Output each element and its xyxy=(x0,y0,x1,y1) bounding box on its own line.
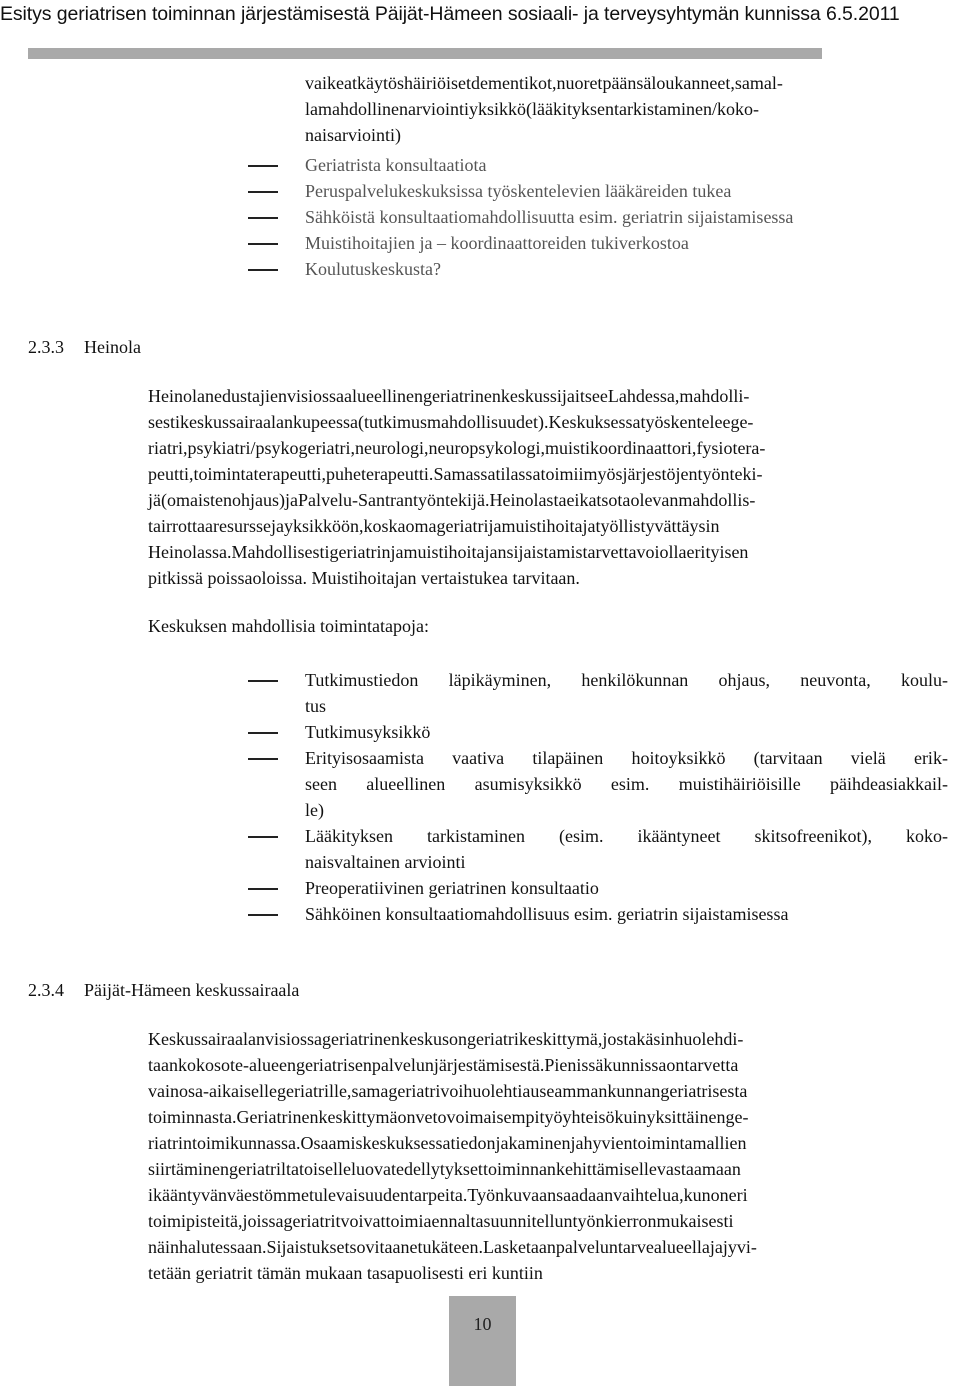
document-header-title: Esitys geriatrisen toiminnan järjestämisestä Päijät-Hämeen sosiaali- ja terveysyhtymän kunnissa 6.5.2011 xyxy=(0,3,900,25)
header-divider-bar xyxy=(28,48,822,59)
list-item: Geriatrista konsultaatiota xyxy=(248,152,948,178)
dash-bullet xyxy=(248,914,278,916)
top-dash-list xyxy=(248,152,948,282)
dash-bullet xyxy=(248,732,278,734)
intro-line: lamahdollinenarviointiyksikkö(lääkityksentarkistaminen/koko- xyxy=(305,99,759,119)
dash-bullet xyxy=(248,217,278,219)
intro-line: vaikeatkäytöshäiriöisetdementikot,nuoretpäänsäloukanneet,samal- xyxy=(305,73,783,93)
list-item: Muistihoitajien ja – koordinaattoreiden tukiverkostoa xyxy=(248,230,948,256)
intro-continuation xyxy=(305,70,947,148)
section-number: 2.3.4 xyxy=(28,980,64,1000)
section-number: 2.3.3 xyxy=(28,337,64,357)
list-item: Tutkimustiedon läpikäyminen, henkilökunnan ohjaus, neuvonta, koulu- tus xyxy=(248,667,948,719)
list-item: Lääkityksen tarkistaminen (esim. ikääntyneet skitsofreenikot), koko- naisvaltainen arviointi xyxy=(248,823,948,875)
intro-line: naisarviointi) xyxy=(305,125,401,145)
dash-bullet xyxy=(248,269,278,271)
dash-bullet xyxy=(248,191,278,193)
page-number-box xyxy=(449,1296,516,1386)
section-heading-234 xyxy=(28,977,299,1003)
section-title: Heinola xyxy=(84,337,141,357)
dash-bullet xyxy=(248,165,278,167)
dash-bullet xyxy=(248,680,278,682)
section-233-dash-list xyxy=(248,667,948,927)
subheading-toimintatapoja: Keskuksen mahdollisia toimintatapoja: xyxy=(148,616,429,636)
dash-bullet xyxy=(248,836,278,838)
list-item: Koulutuskeskusta? xyxy=(248,256,948,282)
list-item: Peruspalvelukeskuksissa työskentelevien lääkäreiden tukea xyxy=(248,178,948,204)
section-233-paragraph: HeinolanedustajienvisiossaalueellinengeriatrinenkeskussijaitseeLahdessa,mahdolli- sestikeskussairaalankupeessa(tutkimusmahdollisuudet).Keskuksessatyöskenteleege- riatri,psykiatri/psykogeriatri,neurologi,neuropsykologi,muistikoordinaattori,fysiotera- peutti,toimintaterapeutti,puheterapeutti.Samassatilassatoimiimyösjärjestöjentyönteki- jä(omaistenohjaus)jaPalvelu-Santrantyöntekijä.Heinolastaeikatsotaolevanmahdollis- tairrottaaresurssejayksikköön,koskaomageriatrijamuistihoitajatyöllistyvättäysin Heinolassa.Mahdollisestigeriatrinjamuistihoitajansijaistamistarvettavoiollaerityisen pitkissä poissaoloissa. Muistihoitajan vertaistukea tarvitaan. xyxy=(148,386,766,588)
dash-bullet xyxy=(248,888,278,890)
dash-bullet xyxy=(248,243,278,245)
list-item: Sähköistä konsultaatiomahdollisuutta esim. geriatrin sijaistamisessa xyxy=(248,204,948,230)
section-title: Päijät-Hämeen keskussairaala xyxy=(84,980,300,1000)
list-item: Tutkimusyksikkö xyxy=(248,719,948,745)
list-item: Sähköinen konsultaatiomahdollisuus esim. geriatrin sijaistamisessa xyxy=(248,901,948,927)
page-number: 10 xyxy=(473,1314,492,1334)
section-234-paragraph: Keskussairaalanvisiossageriatrinenkeskusongeriatrikeskittymä,jostakäsinhuolehdi- taankokosote-alueengeriatrisenpalvelunjärjestämisestä.Pienissäkunnissaontarvetta vainosa-aikaisellegeriatrille,samageriatrivoihuolehtiauseammankunnangeriatrisesta toiminnasta.Geriatrinenkeskittymäonvetovoimaisempityöyhteisökuinyksittäinenge- riatrintoimikunnassa.Osaamiskeskuksessatiedonjakaminenjahyvientoimintamallien siirtäminengeriatriltatoiselleluovatedellytyksettoiminnankehittämisellevastaamaan ikääntyvänväestömmetulevaisuudentarpeita.Työnkuvaansaadaanvaihtelua,kunoneri toimipisteitä,joissageriatritvoivattoimiaennaltasuunnitelluntyönkierronmukaisesti näinhalutessaan.Sijaistuksetsovitaanetukäteen.Lasketaanpalveluntarvealueellajajyvi- tetään geriatrit tämän mukaan tasapuolisesti eri kuntiin xyxy=(148,1029,757,1283)
section-heading-233 xyxy=(28,334,141,360)
dash-bullet xyxy=(248,758,278,760)
list-item: Preoperatiivinen geriatrinen konsultaatio xyxy=(248,875,948,901)
list-item: Erityisosaamista vaativa tilapäinen hoitoyksikkö (tarvitaan vielä erik- seen alueellinen asumisyksikkö esim. muistihäiriöisille päihdeasiakkail- le) xyxy=(248,745,948,823)
